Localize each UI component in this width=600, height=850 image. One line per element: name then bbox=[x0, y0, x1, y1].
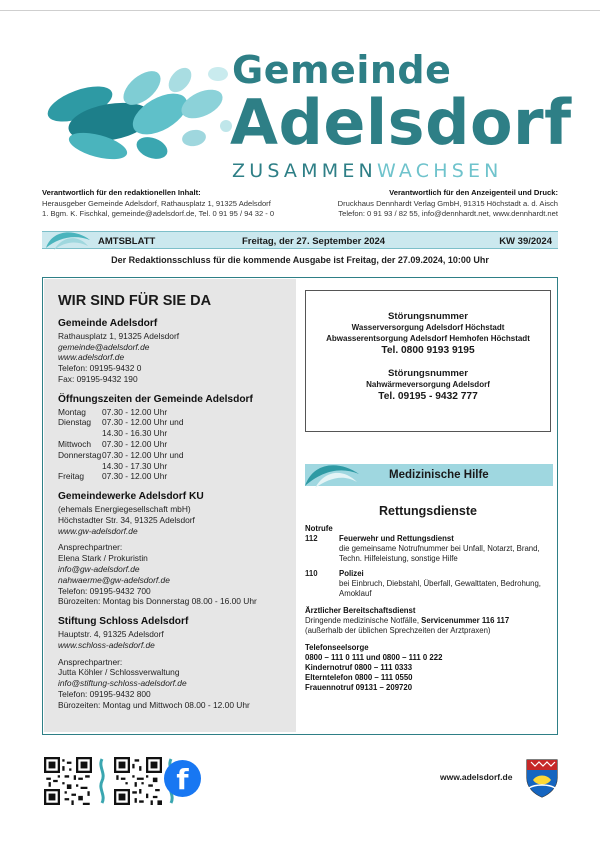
masthead-title-big: Adelsdorf bbox=[230, 86, 572, 159]
schloss-block bbox=[58, 617, 284, 710]
emergency-112-desc-1: die gemeinsame Notrufnummer bei Unfall, Notarzt, Brand, bbox=[339, 544, 540, 553]
masthead-slogan bbox=[232, 160, 503, 182]
gemeinde-phone: Telefon: 09195-9432 0 bbox=[58, 363, 142, 374]
on-call-doctor-note: (außerhalb der üblichen Sprechzeiten der Arztpraxen) bbox=[305, 626, 491, 635]
resp-left-line-2: 1. Bgm. K. Fischkal, gemeinde@adelsdorf.de, Tel. 0 91 95 / 94 32 - 0 bbox=[42, 209, 275, 218]
qr-code-icon[interactable] bbox=[44, 757, 92, 805]
contact-column bbox=[44, 279, 296, 732]
on-call-doctor-line: Dringende medizinische Notfälle, Servicenummer 116 117 bbox=[305, 616, 510, 625]
hours-row: Dienstag 07.30 - 12.00 Uhr und bbox=[58, 417, 184, 428]
emergency-heading: Notrufe bbox=[305, 524, 333, 533]
werke-name: Gemeindewerke Adelsdorf KU bbox=[58, 491, 204, 503]
issue-date: Freitag, der 27. September 2024 bbox=[242, 236, 386, 247]
werke-address: Höchstadter Str. 34, 91325 Adelsdorf bbox=[58, 514, 195, 525]
child-hotline: Kindernotruf 0800 – 111 0333 bbox=[305, 663, 413, 672]
schloss-address: Hauptstr. 4, 91325 Adelsdorf bbox=[58, 628, 164, 639]
facebook-icon[interactable]: f bbox=[164, 760, 201, 797]
gemeinde-email-link[interactable]: gemeinde@adelsdorf.de bbox=[58, 341, 150, 352]
emergency-112-desc-2: Techn. Hilfeleistung, sonstige Hilfe bbox=[339, 554, 458, 563]
qr-code-icon[interactable] bbox=[114, 757, 162, 805]
counseling-heading: Telefonseelsorge bbox=[305, 643, 369, 652]
editorial-responsibility bbox=[42, 188, 302, 220]
emergency-112-number: 112 bbox=[305, 534, 318, 543]
medical-help-bar bbox=[305, 464, 553, 486]
slogan-part-2: WACHSEN bbox=[376, 160, 503, 182]
emergency-110-title: Polizei bbox=[339, 569, 364, 578]
schloss-office-hours: Bürozeiten: Montag und Mittwoch 08.00 - 12.00 Uhr bbox=[58, 699, 250, 710]
resp-right-heading: Verantwortlich für den Anzeigenteil und Druck: bbox=[389, 188, 558, 197]
schloss-web-link[interactable]: www.schloss-adelsdorf.de bbox=[58, 639, 155, 650]
fault-heat-phone: Tel. 09195 - 9432 777 bbox=[378, 391, 478, 402]
werke-heat-email-link[interactable]: nahwaerme@gw-adelsdorf.de bbox=[58, 574, 170, 585]
schloss-phone: Telefon: 09195-9432 800 bbox=[58, 688, 151, 699]
hours-row: 14.30 - 17.30 Uhr bbox=[102, 460, 168, 471]
resp-left-heading: Verantwortlich für den redaktionellen Inhalt: bbox=[42, 188, 201, 197]
rescue-services-list bbox=[305, 524, 555, 693]
coat-of-arms-icon bbox=[525, 758, 559, 798]
print-responsibility bbox=[288, 188, 558, 220]
hours-block bbox=[58, 395, 284, 482]
werke-phone: Telefon: 09195-9432 700 bbox=[58, 585, 151, 596]
hours-title: Öffnungszeiten der Gemeinde Adelsdorf bbox=[58, 393, 253, 405]
emergency-110-desc-1: bei Einbruch, Diebstahl, Überfall, Gewalttaten, Bedrohung, bbox=[339, 579, 541, 588]
emergency-110-row bbox=[305, 569, 555, 599]
werke-person: Elena Stark / Prokuristin bbox=[58, 553, 148, 564]
gemeinde-web-link[interactable]: www.adelsdorf.de bbox=[58, 352, 125, 363]
hours-row: 14.30 - 16.30 Uhr bbox=[102, 428, 168, 439]
swirl-icon bbox=[303, 458, 361, 490]
fault-title-heat: Störungsnummer bbox=[388, 368, 468, 379]
werke-block bbox=[58, 492, 284, 607]
splash-logo-icon bbox=[40, 52, 240, 172]
on-call-service-number: Servicenummer 116 117 bbox=[421, 616, 510, 625]
schloss-person: Jutta Köhler / Schlossverwaltung bbox=[58, 667, 180, 678]
resp-right-line-2: Telefon: 0 91 93 / 82 55, info@dennhardt.net, www.dennhardt.net bbox=[338, 209, 558, 218]
fault-heat-line: Nahwärmeversorgung Adelsdorf bbox=[366, 380, 490, 389]
issue-label: AMTSBLATT bbox=[98, 236, 156, 247]
gemeinde-fax: Fax: 09195-9432 190 bbox=[58, 373, 138, 384]
women-hotline: Frauennotruf 09131 – 209720 bbox=[305, 683, 413, 692]
fault-water-line: Wasserversorgung Adelsdorf Höchstadt bbox=[351, 323, 505, 332]
rescue-services-title: Rettungsdienste bbox=[379, 504, 477, 518]
on-call-doctor-heading: Ärztlicher Bereitschaftsdienst bbox=[305, 606, 416, 615]
resp-left-line-1: Herausgeber Gemeinde Adelsdorf, Rathausplatz 1, 91325 Adelsdorf bbox=[42, 198, 271, 208]
resp-right-line-1: Druckhaus Dennhardt Verlag GmbH, 91315 Höchstadt a. d. Aisch bbox=[337, 198, 558, 208]
schloss-contact-label: Ansprechpartner: bbox=[58, 656, 123, 667]
emergency-110-desc-2: Amoklauf bbox=[339, 589, 372, 598]
contact-heading: WIR SIND FÜR SIE DA bbox=[58, 293, 212, 309]
info-frame bbox=[42, 277, 558, 735]
fault-sewage-line: Abwasserentsorgung Adelsdorf Hemhofen Höchstadt bbox=[326, 334, 530, 343]
gemeinde-block bbox=[58, 319, 284, 385]
hours-row: Mittwoch 07.30 - 12.00 Uhr bbox=[58, 438, 168, 449]
slogan-part-1: ZUSAMMEN bbox=[232, 160, 377, 182]
fault-water-phone: Tel. 0800 9193 9195 bbox=[381, 345, 475, 356]
counseling-numbers: 0800 – 111 0 111 und 0800 – 111 0 222 bbox=[305, 653, 443, 662]
hours-table bbox=[58, 407, 183, 483]
top-rule bbox=[0, 10, 600, 11]
schloss-email-link[interactable]: info@stiftung-schloss-adelsdorf.de bbox=[58, 678, 187, 689]
issue-bar bbox=[42, 231, 558, 249]
parent-hotline: Elterntelefon 0800 – 111 0550 bbox=[305, 673, 413, 682]
gemeinde-name: Gemeinde Adelsdorf bbox=[58, 318, 158, 329]
emergency-112-title: Feuerwehr und Rettungsdienst bbox=[339, 534, 454, 543]
werke-former: (ehemals Energiegesellschaft mbH) bbox=[58, 503, 191, 514]
gemeinde-address: Rathausplatz 1, 91325 Adelsdorf bbox=[58, 330, 180, 341]
werke-contact-label: Ansprechpartner: bbox=[58, 542, 123, 553]
hours-row: Freitag 07.30 - 12.00 Uhr bbox=[58, 471, 168, 482]
hours-row: Donnerstag 07.30 - 12.00 Uhr und bbox=[58, 449, 184, 460]
fault-number-box bbox=[305, 290, 551, 432]
schloss-name: Stiftung Schloss Adelsdorf bbox=[58, 616, 189, 628]
fault-title-water: Störungsnummer bbox=[388, 311, 468, 322]
werke-office-hours: Bürozeiten: Montag bis Donnerstag 08.00 - 16.00 Uhr bbox=[58, 596, 257, 607]
swirl-icon bbox=[44, 226, 92, 252]
emergency-112-row bbox=[305, 534, 555, 564]
medical-help-title: Medizinische Hilfe bbox=[389, 469, 489, 481]
masthead-title-small: Gemeinde bbox=[232, 48, 452, 92]
issue-week: KW 39/2024 bbox=[499, 236, 552, 247]
werke-email-link[interactable]: info@gw-adelsdorf.de bbox=[58, 563, 140, 574]
hours-row: Montag 07.30 - 12.00 Uhr bbox=[58, 406, 168, 417]
emergency-110-number: 110 bbox=[305, 569, 318, 578]
werke-web-link[interactable]: www.gw-adelsdorf.de bbox=[58, 525, 138, 536]
grunsten-logo-icon bbox=[95, 757, 109, 805]
website-link[interactable]: www.adelsdorf.de bbox=[440, 772, 513, 782]
deadline-note: Der Redaktionsschluss für die kommende Ausgabe ist Freitag, der 27.09.2024, 10:00 Uhr bbox=[111, 255, 489, 265]
